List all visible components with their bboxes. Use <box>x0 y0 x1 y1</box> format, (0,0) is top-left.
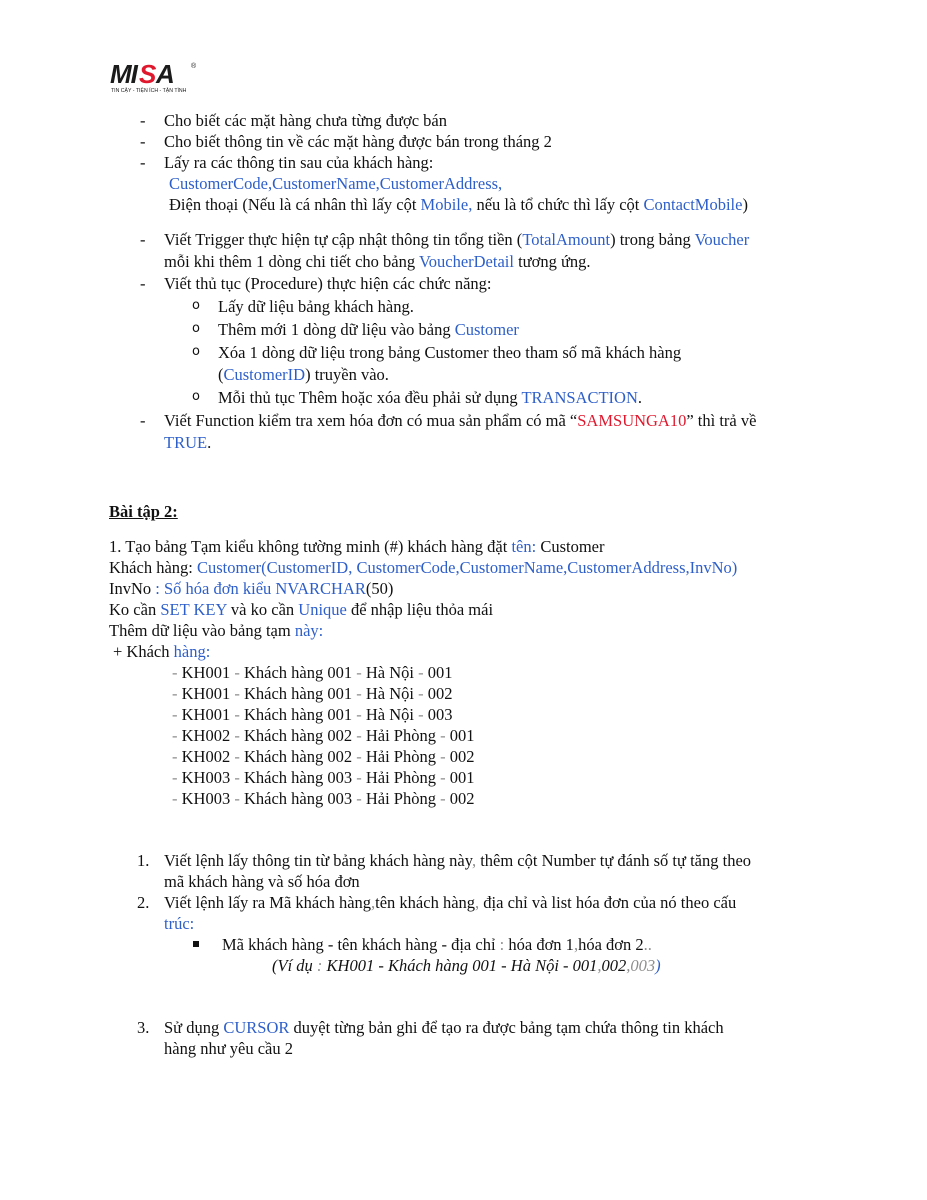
customer-cell: Hải Phòng <box>365 747 436 766</box>
svg-text:A: A <box>156 59 174 89</box>
customer-cell: Khách hàng 001 <box>243 684 353 703</box>
sub-list-item: Lấy dữ liệu bảng khách hàng. <box>218 297 414 316</box>
customer-cell: 001 <box>427 663 453 682</box>
list-item: Viết thủ tục (Procedure) thực hiện các chức năng: <box>164 274 492 293</box>
customer-row: - KH002 - Khách hàng 002 - Hải Phòng - 001 <box>172 726 475 745</box>
customer-row: - KH001 - Khách hàng 001 - Hà Nội - 003 <box>172 705 453 724</box>
circle-bullet-icon: o <box>192 298 200 313</box>
square-bullet-icon <box>193 941 199 947</box>
circle-bullet-icon: o <box>192 321 200 336</box>
customer-row: - KH002 - Khách hàng 002 - Hải Phòng - 002 <box>172 747 475 766</box>
svg-text:S: S <box>139 59 156 89</box>
example-line: (Ví dụ : KH001 - Khách hàng 001 - Hà Nội - 001,002,003) <box>272 956 661 975</box>
bullet-dash: - <box>140 230 146 249</box>
paragraph: + Khách hàng: <box>113 642 211 661</box>
numbered-item-continuation: hàng như yêu cầu 2 <box>164 1039 293 1058</box>
list-number: 3. <box>137 1018 150 1037</box>
list-item-continuation: Điện thoại (Nếu là cá nhân thì lấy cột Mobile, nếu là tổ chức thì lấy cột ContactMobile) <box>169 195 748 214</box>
customer-cell: Khách hàng 001 <box>243 705 353 724</box>
svg-text:®: ® <box>191 63 197 70</box>
sub-list-item: Mỗi thủ tục Thêm hoặc xóa đều phải sử dụng TRANSACTION. <box>218 388 643 407</box>
customer-cell: Hà Nội <box>365 663 414 682</box>
misa-logo <box>108 58 200 98</box>
customer-cell: 001 <box>449 768 475 787</box>
list-item: Viết Trigger thực hiện tự cập nhật thông tin tổng tiền (TotalAmount) trong bảng Voucher <box>164 230 750 249</box>
bullet-dash: - <box>140 274 146 293</box>
list-item: Lấy ra các thông tin sau của khách hàng: <box>164 153 434 172</box>
customer-fields: CustomerCode,CustomerName,CustomerAddress, <box>169 174 503 193</box>
paragraph: Ko cần SET KEY và ko cần Unique để nhập liệu thỏa mái <box>109 600 494 619</box>
customer-cell: Hà Nội <box>365 684 414 703</box>
section-heading: Bài tập 2: <box>109 502 178 521</box>
sub-list-item: Xóa 1 dòng dữ liệu trong bảng Customer theo tham số mã khách hàng <box>218 343 682 362</box>
paragraph: Thêm dữ liệu vào bảng tạm này: <box>109 621 324 640</box>
numbered-item: Sử dụng CURSOR duyệt từng bản ghi để tạo ra được bảng tạm chứa thông tin khách <box>164 1018 724 1037</box>
customer-cell: KH003 <box>181 789 231 808</box>
list-number: 1. <box>137 851 150 870</box>
list-item: Cho biết các mặt hàng chưa từng được bán <box>164 111 447 130</box>
bullet-dash: - <box>140 153 146 172</box>
numbered-item: Viết lệnh lấy thông tin từ bảng khách hàng này, thêm cột Number tự đánh số tự tăng theo <box>164 851 752 870</box>
list-item-continuation: mỗi khi thêm 1 dòng chi tiết cho bảng VoucherDetail tương ứng. <box>164 252 591 271</box>
paragraph: 1. Tạo bảng Tạm kiểu không tường minh (#) khách hàng đặt tên: Customer <box>109 537 605 556</box>
circle-bullet-icon: o <box>192 389 200 404</box>
customer-row: - KH001 - Khách hàng 001 - Hà Nội - 001 <box>172 663 453 682</box>
customer-cell: KH002 <box>181 726 231 745</box>
list-item: Viết Function kiểm tra xem hóa đơn có mua sản phẩm có mã “SAMSUNGA10” thì trả về <box>164 411 757 430</box>
customer-cell: Khách hàng 003 <box>243 789 353 808</box>
customer-cell: KH001 <box>181 663 231 682</box>
customer-cell: Hải Phòng <box>365 726 436 745</box>
numbered-item: Viết lệnh lấy ra Mã khách hàng,tên khách hàng, địa chỉ và list hóa đơn của nó theo cấu <box>164 893 737 912</box>
list-item: Cho biết thông tin về các mặt hàng được bán trong tháng 2 <box>164 132 552 151</box>
list-number: 2. <box>137 893 150 912</box>
customer-cell: Hải Phòng <box>365 789 436 808</box>
paragraph: InvNo : Số hóa đơn kiểu NVARCHAR(50) <box>109 579 394 598</box>
circle-bullet-icon: o <box>192 344 200 359</box>
customer-row: - KH003 - Khách hàng 003 - Hải Phòng - 001 <box>172 768 475 787</box>
numbered-item-continuation: mã khách hàng và số hóa đơn <box>164 872 360 891</box>
customer-cell: 002 <box>449 747 475 766</box>
customer-cell: KH003 <box>181 768 231 787</box>
customer-row: - KH003 - Khách hàng 003 - Hải Phòng - 002 <box>172 789 475 808</box>
customer-cell: Hà Nội <box>365 705 414 724</box>
customer-cell: Khách hàng 001 <box>243 663 353 682</box>
paragraph: Khách hàng: Customer(CustomerID, CustomerCode,CustomerName,CustomerAddress,InvNo) <box>109 558 738 577</box>
customer-row: - KH001 - Khách hàng 001 - Hà Nội - 002 <box>172 684 453 703</box>
customer-cell: 002 <box>449 789 475 808</box>
bullet-dash: - <box>140 111 146 130</box>
customer-cell: 003 <box>427 705 453 724</box>
list-item-continuation: TRUE. <box>164 433 212 452</box>
customer-cell: KH002 <box>181 747 231 766</box>
customer-cell: Hải Phòng <box>365 768 436 787</box>
customer-cell: Khách hàng 002 <box>243 726 353 745</box>
sub-list-item-continuation: (CustomerID) truyền vào. <box>218 365 389 384</box>
logo-slogan: TIN CẬY - TIỆN ÍCH - TẬN TÌNH <box>111 88 187 94</box>
customer-cell: Khách hàng 003 <box>243 768 353 787</box>
customer-cell: Khách hàng 002 <box>243 747 353 766</box>
customer-cell: 002 <box>427 684 453 703</box>
customer-cell: 001 <box>449 726 475 745</box>
sub-list-item: Thêm mới 1 dòng dữ liệu vào bảng Customer <box>218 320 519 339</box>
customer-cell: KH001 <box>181 684 231 703</box>
bullet-dash: - <box>140 132 146 151</box>
bullet-item: Mã khách hàng - tên khách hàng - địa chỉ : hóa đơn 1,hóa đơn 2.. <box>222 935 652 954</box>
customer-cell: KH001 <box>181 705 231 724</box>
numbered-item-continuation: trúc: <box>164 914 195 933</box>
bullet-dash: - <box>140 411 146 430</box>
svg-text:MI: MI <box>110 59 137 89</box>
